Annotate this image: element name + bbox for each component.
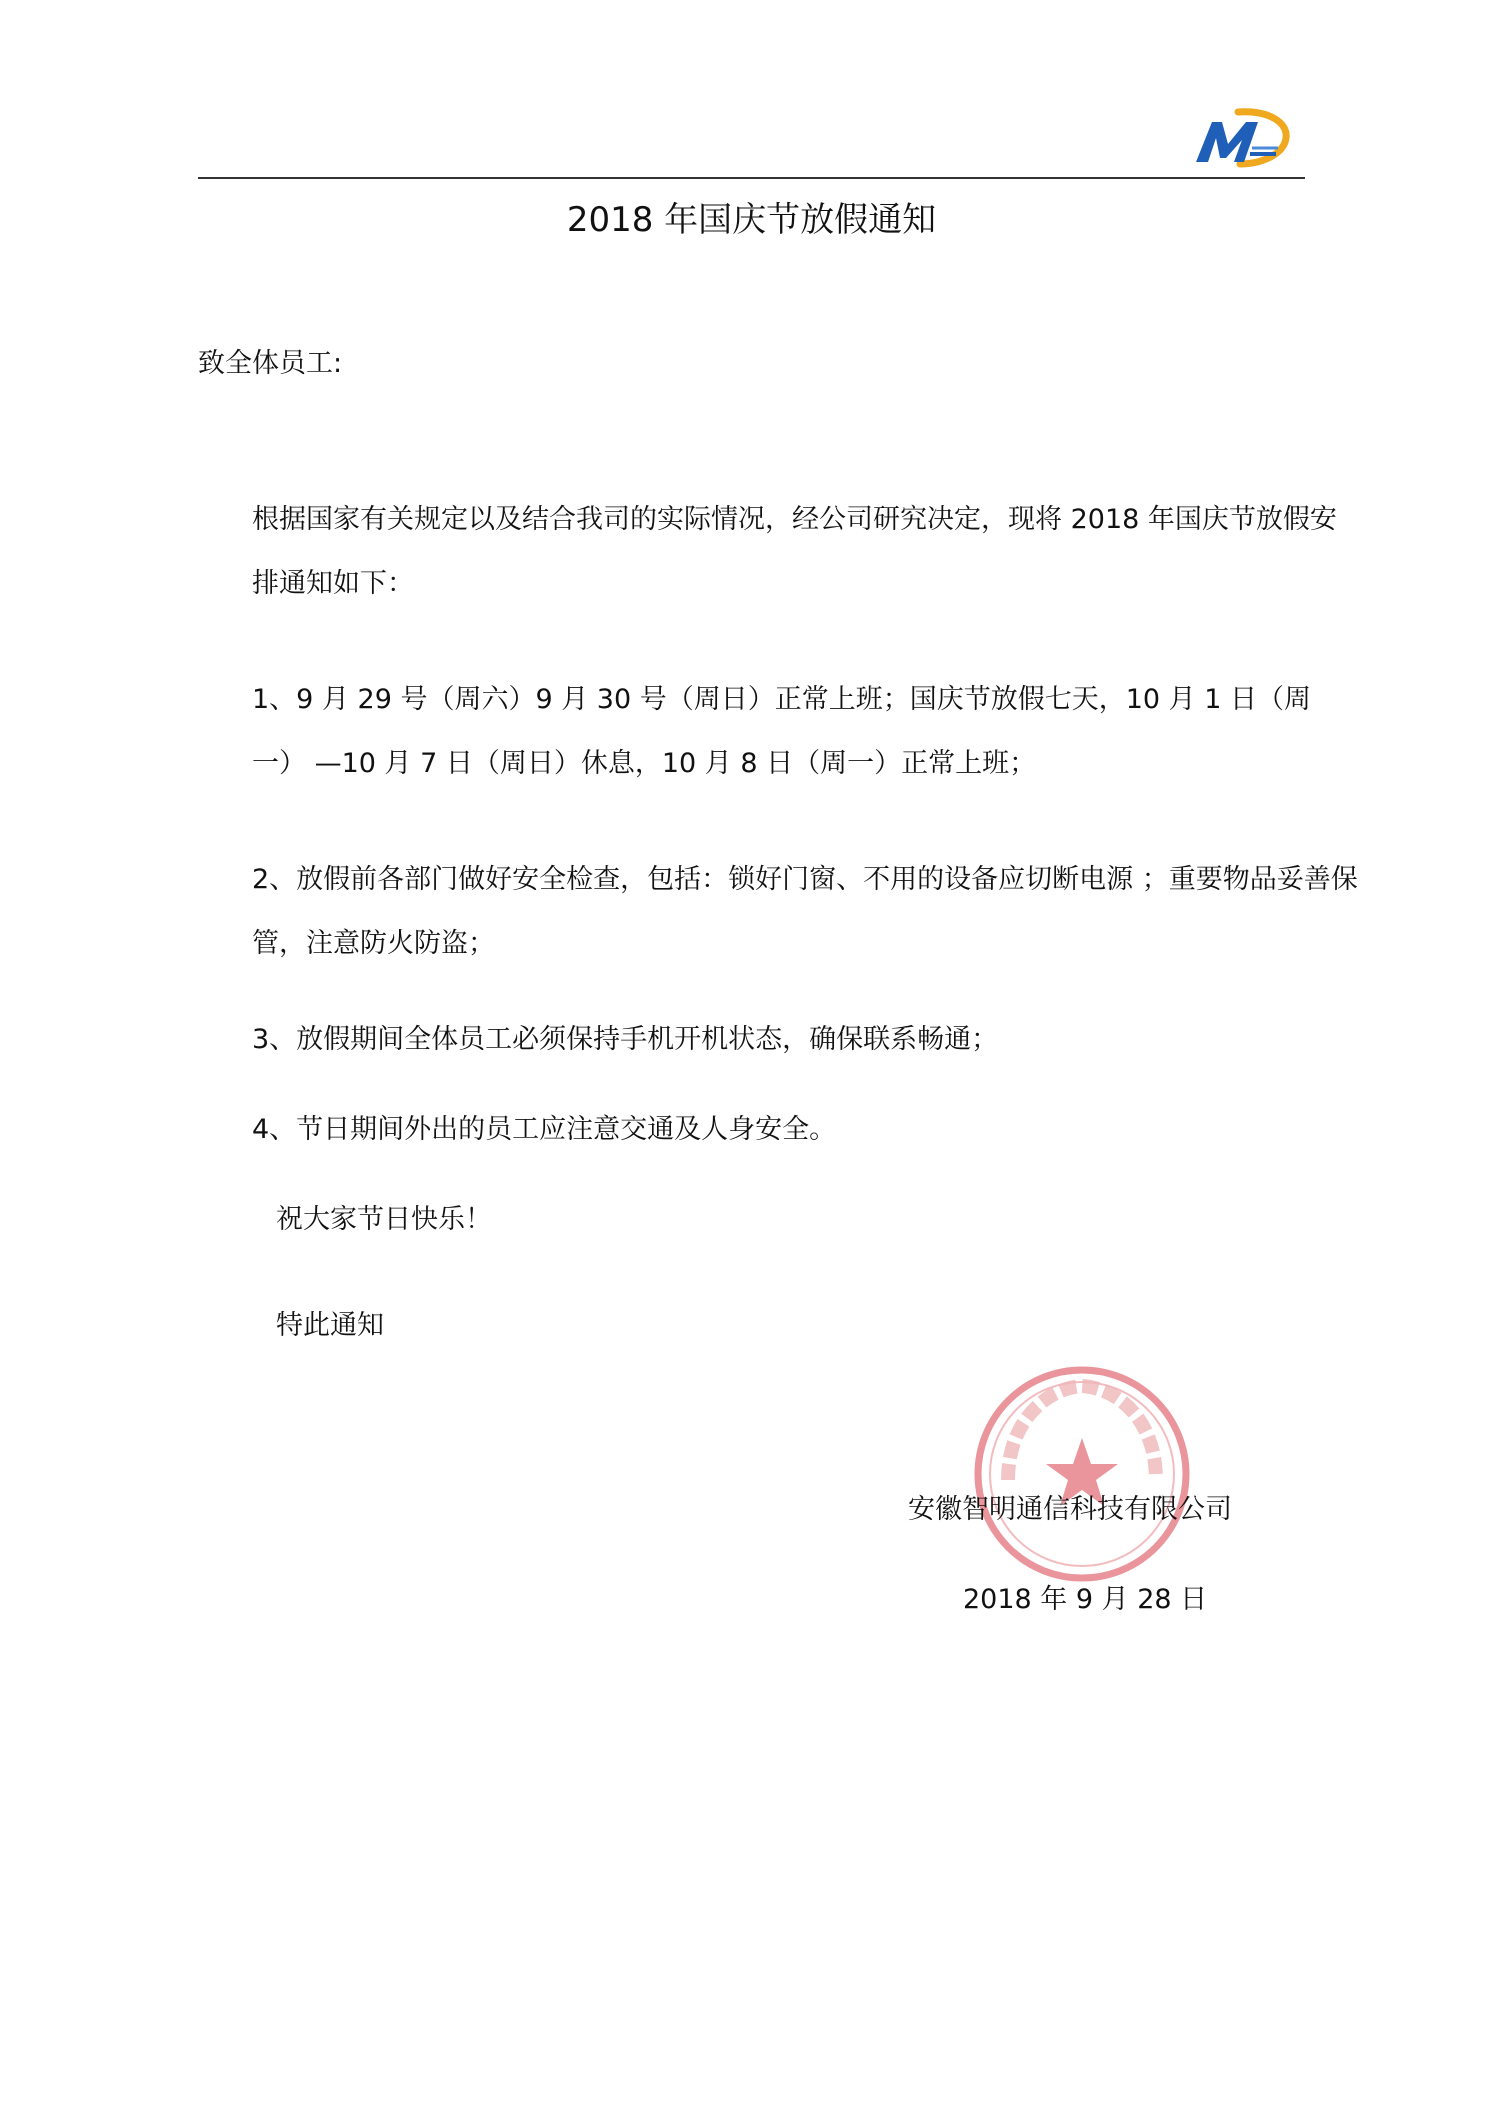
header-divider xyxy=(198,177,1305,179)
company-logo-icon xyxy=(1190,108,1290,170)
company-seal-stamp-icon xyxy=(968,1360,1196,1588)
list-item-1: 1、9 月 29 号（周六）9 月 30 号（周日）正常上班；国庆节放假七天，10 月 1 日（周一） —10 月 7 日（周日）休息，10 月 8 日（周一）正常上班； xyxy=(252,684,1312,779)
intro-paragraph: 根据国家有关规定以及结合我司的实际情况，经公司研究决定，现将 2018 年国庆节放假安排通知如下： xyxy=(252,504,1337,599)
list-item-2: 2、放假前各部门做好安全检查，包括：锁好门窗、不用的设备应切断电源 ；重要物品妥善保管，注意防火防盗； xyxy=(252,864,1358,959)
salutation: 致全体员工: xyxy=(198,348,343,379)
company-name: 安徽智明通信科技有限公司 xyxy=(908,1494,1232,1525)
document-title: 2018 年国庆节放假通知 xyxy=(566,200,937,240)
list-item-4: 4、节日期间外出的员工应注意交通及人身安全。 xyxy=(252,1114,837,1145)
closing-line: 特此通知 xyxy=(276,1310,384,1341)
list-item-3: 3、放假期间全体员工必须保持手机开机状态，确保联系畅通； xyxy=(252,1024,999,1055)
document-date: 2018 年 9 月 28 日 xyxy=(963,1584,1208,1615)
greeting: 祝大家节日快乐！ xyxy=(276,1204,492,1235)
